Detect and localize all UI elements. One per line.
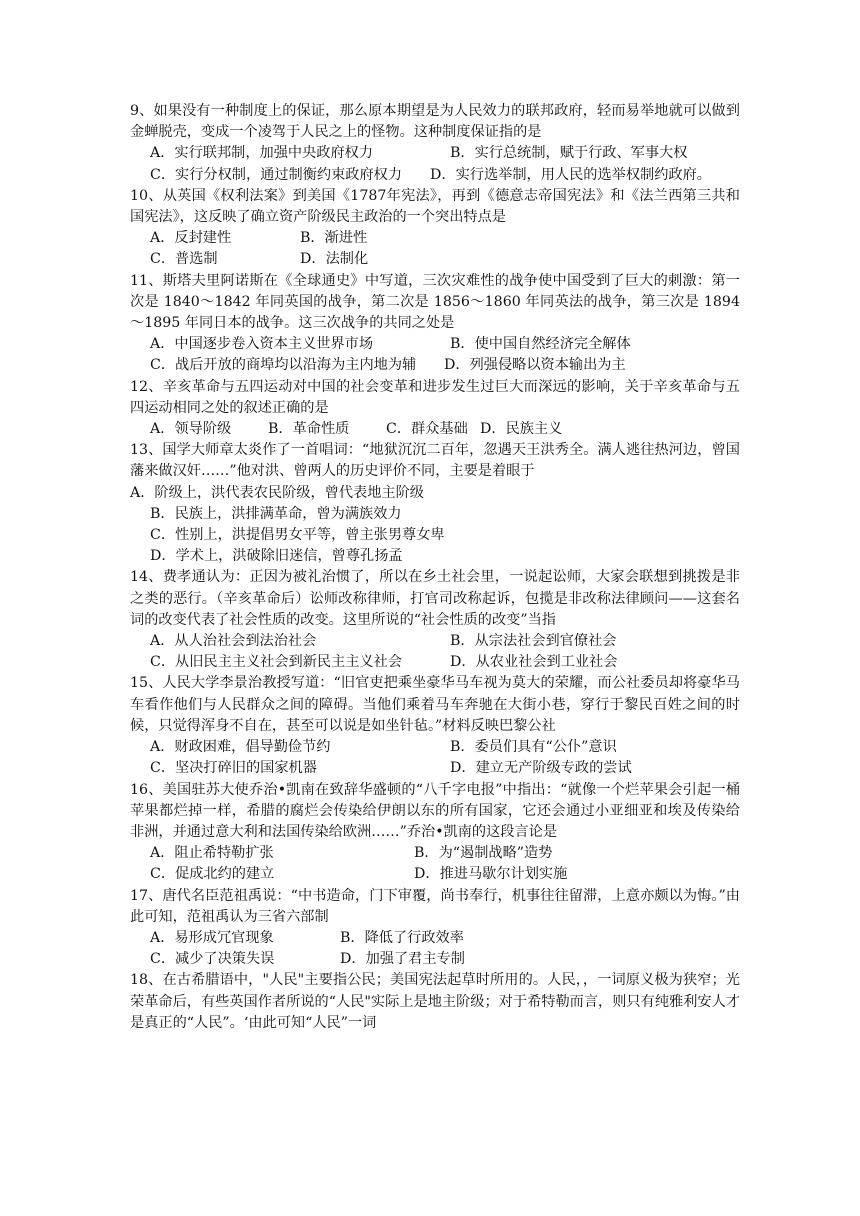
question-9-option-b[interactable]: B．实行总统制，赋于行政、军事大权 <box>450 145 688 162</box>
question-11-option-c[interactable]: C．战后开放的商埠均以沿海为主内地为辅 <box>150 357 417 374</box>
question-9-option-c[interactable]: C．实行分权制，通过制衡约束政府权力 <box>150 166 403 183</box>
question-14-options-row-1 <box>130 631 740 652</box>
question-11-options-row-2 <box>130 355 740 376</box>
question-16-option-b[interactable]: B．为“遏制战略”造势 <box>414 845 553 862</box>
question-14-options-row-2 <box>130 652 740 673</box>
question-13-option-b[interactable]: B．民族上，洪排满革命，曾为满族效力 <box>150 505 402 522</box>
question-11-option-a[interactable]: A．中国逐步卷入资本主义世界市场 <box>150 336 374 353</box>
question-17-option-b[interactable]: B．降低了行政效率 <box>340 929 464 946</box>
question-10-option-c[interactable]: C．普选制 <box>150 251 218 268</box>
question-14-option-b[interactable]: B．从宗法社会到官僚社会 <box>450 633 617 650</box>
question-14-option-d[interactable]: D．从农业社会到工业社会 <box>450 654 618 671</box>
question-16-stem: 16、美国驻苏大使乔治•凯南在致辞华盛顿的“八千字电报”中指出：“就像一个烂苹果会引起一桶苹果都烂掉一样，希腊的腐烂会传染给伊朗以东的所有国家，它还会通过小亚细亚和埃及传染给非洲，并通过意大利和法国传染给欧洲……”乔治•凯南的这段言论是 <box>130 781 740 840</box>
question-15-option-b[interactable]: B．委员们具有“公仆”意识 <box>450 739 617 756</box>
question-18 <box>130 970 740 1034</box>
question-10-options-row-2 <box>130 249 740 270</box>
question-15 <box>130 673 740 779</box>
question-13-option-a[interactable]: A．阶级上，洪代表农民阶级，曾代表地主阶级 <box>130 484 424 501</box>
question-15-option-c[interactable]: C．坚决打碎旧的国家机器 <box>150 760 317 777</box>
question-10-option-b[interactable]: B．渐进性 <box>300 230 368 247</box>
question-10-option-a[interactable]: A．反封建性 <box>150 230 232 247</box>
question-9-option-d[interactable]: D．实行选举制，用人民的选举权制约政府。 <box>430 166 711 183</box>
question-10-stem: 10、从英国《权利法案》到美国《1787年宪法》，再到《德意志帝国宪法》和《法兰西第三共和国宪法》，这反映了确立资产阶级民主政治的一个突出特点是 <box>130 187 740 226</box>
question-11-options-row-1 <box>130 334 740 355</box>
question-16-options-row-2 <box>130 864 740 885</box>
question-15-options-row-1 <box>130 737 740 758</box>
question-17-option-a[interactable]: A．易形成冗官现象 <box>150 929 274 946</box>
question-9-options-row-2 <box>130 165 740 186</box>
question-15-option-a[interactable]: A．财政困难，倡导勤俭节约 <box>150 739 331 756</box>
question-16-option-c[interactable]: C．促成北约的建立 <box>150 866 275 883</box>
question-17-option-d[interactable]: D．加强了君主专制 <box>340 951 465 968</box>
question-17-stem: 17、唐代名臣范祖禹说：“中书造命，门下审覆，尚书奉行，机事往往留滞，上意亦颇以为悔。”由此可知，范祖禹认为三省六部制 <box>130 887 740 925</box>
question-9 <box>130 101 740 186</box>
question-10-option-d[interactable]: D．法制化 <box>300 251 369 268</box>
question-15-option-d[interactable]: D．建立无产阶级专政的尝试 <box>450 760 632 777</box>
question-12-stem: 12、辛亥革命与五四运动对中国的社会变革和进步发生过巨大而深远的影响，关于辛亥革命与五四运动相同之处的叙述正确的是 <box>130 378 740 416</box>
question-10-options-row-1 <box>130 228 740 249</box>
question-14-option-c[interactable]: C．从旧民主主义社会到新民主主义社会 <box>150 654 403 671</box>
question-9-options-row-1 <box>130 143 740 164</box>
question-12-option-b[interactable]: B．革命性质 <box>268 421 350 438</box>
question-9-stem: 9、如果没有一种制度上的保证，那么原本期望是为人民效力的联邦政府，轻而易举地就可以做到金蝉脱壳，变成一个凌驾于人民之上的怪物。这种制度保证指的是 <box>130 103 740 141</box>
question-14-stem: 14、费孝通认为：正因为被礼治惯了，所以在乡土社会里，一说起讼师，大家会联想到挑拨是非之类的恶行。（辛亥革命后）讼师改称律师，打官司改称起诉，包揽是非改称法律顾问——这套名词的改变代表了社会性质的改变。这里所说的“社会性质的改变”当指 <box>130 569 740 628</box>
question-13-option-c[interactable]: C．性别上，洪提倡男女平等，曾主张男尊女卑 <box>150 527 445 544</box>
question-17-options-row-2 <box>130 949 740 970</box>
question-12-option-a[interactable]: A．领导阶级 <box>150 421 232 438</box>
question-13-option-d[interactable]: D．学术上，洪破除旧迷信，曾尊孔扬孟 <box>150 548 403 565</box>
question-12-options-row <box>130 419 740 440</box>
question-13-stem: 13、国学大师章太炎作了一首唱词：“地狱沉沉二百年，忽遇天王洪秀全。满人逃往热河边，曾国藩来做汉奸……”他对洪、曾两人的历史评价不同，主要是着眼于 <box>130 442 740 480</box>
question-17-option-c[interactable]: C．减少了决策失误 <box>150 951 275 968</box>
question-13 <box>130 440 740 567</box>
question-17 <box>130 886 740 971</box>
question-12-option-d[interactable]: D．民族主义 <box>480 421 563 438</box>
question-11-stem: 11、斯塔夫里阿诺斯在《全球通史》中写道，三次灾难性的战争使中国受到了巨大的刺激：第一次是 1840～1842 年同英国的战争，第二次是 1856～1860 年同英法的战争，第三次是 1894～1895 年同日本的战争。这三次战争的共同之处是 <box>130 272 740 332</box>
question-16 <box>130 780 740 886</box>
question-11 <box>130 271 740 377</box>
question-16-option-d[interactable]: D．推进马歇尔计划实施 <box>414 866 568 883</box>
question-9-option-a[interactable]: A．实行联邦制，加强中央政府权力 <box>150 145 374 162</box>
question-14 <box>130 567 740 673</box>
question-17-options-row-1 <box>130 928 740 949</box>
question-18-stem: 18、在古希腊语中，"人民"主要指公民；美国宪法起草时所用的。人民，，一词原义极为狭窄；光荣革命后，有些英国作者所说的“人民"实际上是地主阶级；对于希特勒而言，则只有纯雅利安人才是真正的“人民”。‘由此可知“人民”一词 <box>130 972 740 1031</box>
question-16-options-row-1 <box>130 843 740 864</box>
question-15-options-row-2 <box>130 758 740 779</box>
question-12-option-c[interactable]: C．群众基础 <box>386 421 468 438</box>
question-11-option-b[interactable]: B．使中国自然经济完全解体 <box>450 336 631 353</box>
question-10 <box>130 186 740 271</box>
question-14-option-a[interactable]: A．从人治社会到法治社会 <box>150 633 317 650</box>
question-list <box>130 101 740 1034</box>
question-16-option-a[interactable]: A．阻止希特勒扩张 <box>150 845 274 862</box>
question-15-stem: 15、人民大学李景治教授写道：“旧官吏把乘坐豪华马车视为莫大的荣耀，而公社委员却将豪华马车看作他们与人民群众之间的障碍。当他们乘着马车奔驰在大街小巷，穿行于黎民百姓之间的时候，只觉得浑身不自在，甚至可以说是如坐针毡。”材料反映巴黎公社 <box>130 675 740 734</box>
question-11-option-d[interactable]: D．列强侵略以资本输出为主 <box>444 357 626 374</box>
question-12 <box>130 377 740 441</box>
